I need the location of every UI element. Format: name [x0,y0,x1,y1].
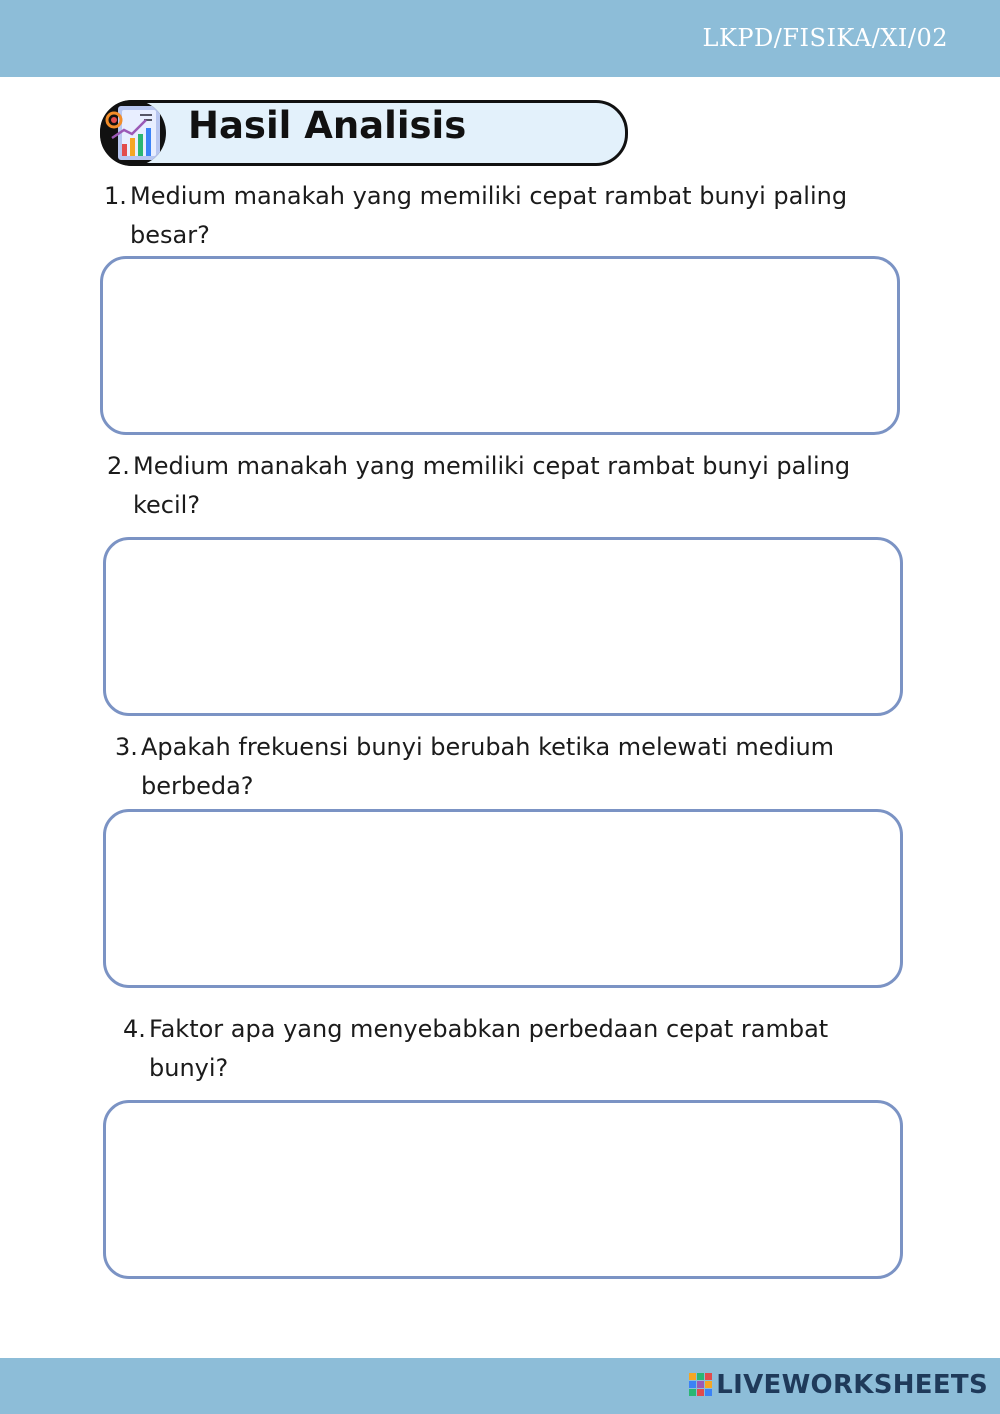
answer-box-1[interactable] [100,256,900,435]
question-number: 4. [123,1015,146,1043]
question-text: Apakah frekuensi bunyi berubah ketika melewati medium berbeda? [141,733,835,800]
worksheet-code: LKPD/FISIKA/XI/02 [702,24,948,52]
question-number: 3. [115,733,138,761]
analytics-chart-icon [100,100,166,166]
liveworksheets-logo-icon [689,1373,713,1397]
header-bar [0,0,1000,77]
brand-name: LIVEWORKSHEETS [716,1370,988,1400]
question-text: Faktor apa yang menyebabkan perbedaan cepat rambat bunyi? [149,1015,829,1082]
brand-link[interactable] [689,1370,988,1400]
answer-box-4[interactable] [103,1100,903,1279]
question-2 [107,447,907,525]
answer-box-2[interactable] [103,537,903,716]
question-number: 1. [104,182,127,210]
question-1 [104,177,904,255]
question-3 [115,728,895,806]
question-text: Medium manakah yang memiliki cepat rambat bunyi paling kecil? [133,452,851,519]
question-number: 2. [107,452,130,480]
question-4 [123,1010,893,1088]
answer-box-3[interactable] [103,809,903,988]
footer-bar [0,1358,1000,1414]
section-title: Hasil Analisis [188,104,467,147]
question-text: Medium manakah yang memiliki cepat rambat bunyi paling besar? [130,182,848,249]
